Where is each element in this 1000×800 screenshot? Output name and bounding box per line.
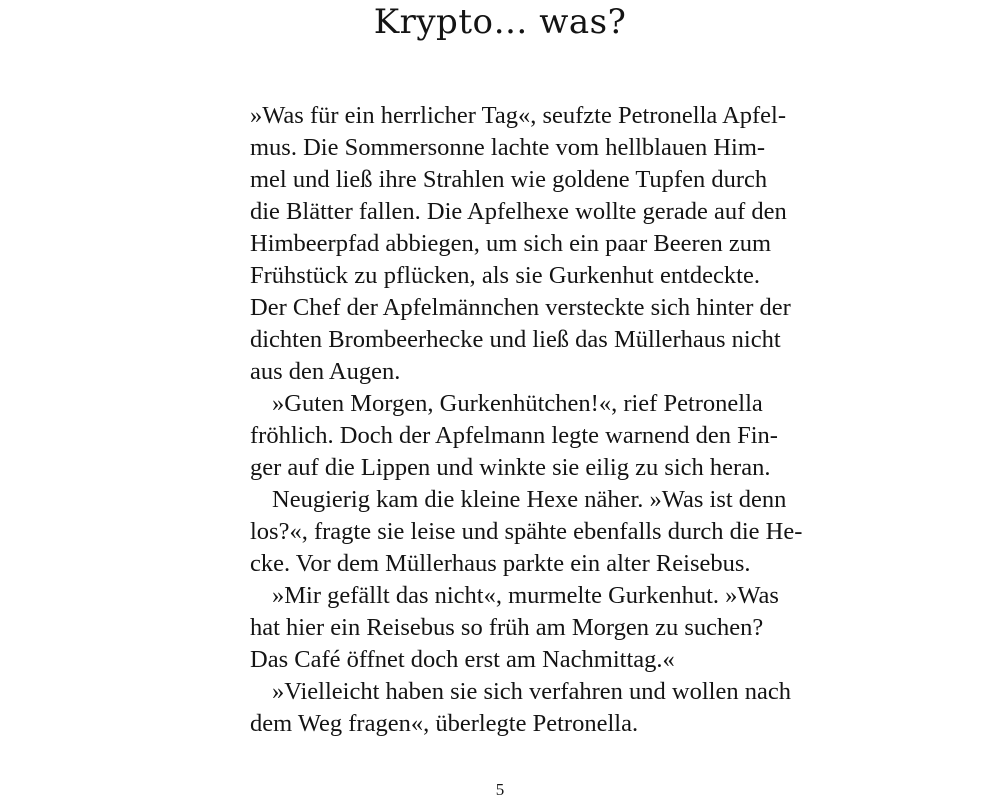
text-line: die Blätter fallen. Die Apfelhexe wollte gerade auf den xyxy=(250,198,787,225)
text-line: dem Weg fragen«, überlegte Petronella. xyxy=(250,710,639,737)
text-line: Neugierig kam die kleine Hexe näher. »Was ist denn xyxy=(272,486,787,513)
text-line: mel und ließ ihre Strahlen wie goldene Tupfen durch xyxy=(250,166,768,193)
text-line: hat hier ein Reisebus so früh am Morgen zu suchen? xyxy=(250,614,764,641)
text-line: ger auf die Lippen und winkte sie eilig zu sich heran. xyxy=(250,454,771,481)
paragraph xyxy=(250,580,779,676)
text-line: Himbeerpfad abbiegen, um sich ein paar Beeren zum xyxy=(250,230,772,257)
paragraph xyxy=(250,388,778,484)
text-line: Das Café öffnet doch erst am Nachmittag.« xyxy=(250,646,675,673)
body-text xyxy=(250,100,803,740)
text-line: Der Chef der Apfelmännchen versteckte sich hinter der xyxy=(250,294,791,321)
text-line: Frühstück zu pflücken, als sie Gurkenhut entdeckte. xyxy=(250,262,760,289)
text-line: »Guten Morgen, Gurkenhütchen!«, rief Petronella xyxy=(272,390,763,417)
text-line: dichten Brombeerhecke und ließ das Müllerhaus nicht xyxy=(250,326,781,353)
text-line: mus. Die Sommersonne lachte vom hellblauen Him- xyxy=(250,134,766,161)
page-number: 5 xyxy=(495,780,505,799)
text-line: »Was für ein herrlicher Tag«, seufzte Petronella Apfel- xyxy=(250,102,787,129)
text-line: »Vielleicht haben sie sich verfahren und wollen nach xyxy=(272,678,791,705)
text-line: fröhlich. Doch der Apfelmann legte warnend den Fin- xyxy=(250,422,778,449)
text-line: aus den Augen. xyxy=(250,358,401,385)
paragraph xyxy=(250,676,791,740)
text-line: cke. Vor dem Müllerhaus parkte ein alter Reisebus. xyxy=(250,550,751,577)
text-line: los?«, fragte sie leise und spähte ebenfalls durch die He- xyxy=(250,518,803,545)
chapter-title: Krypto… was? xyxy=(373,2,627,42)
text-line: »Mir gefällt das nicht«, murmelte Gurkenhut. »Was xyxy=(272,582,779,609)
paragraph xyxy=(250,484,803,580)
paragraph xyxy=(250,100,791,388)
